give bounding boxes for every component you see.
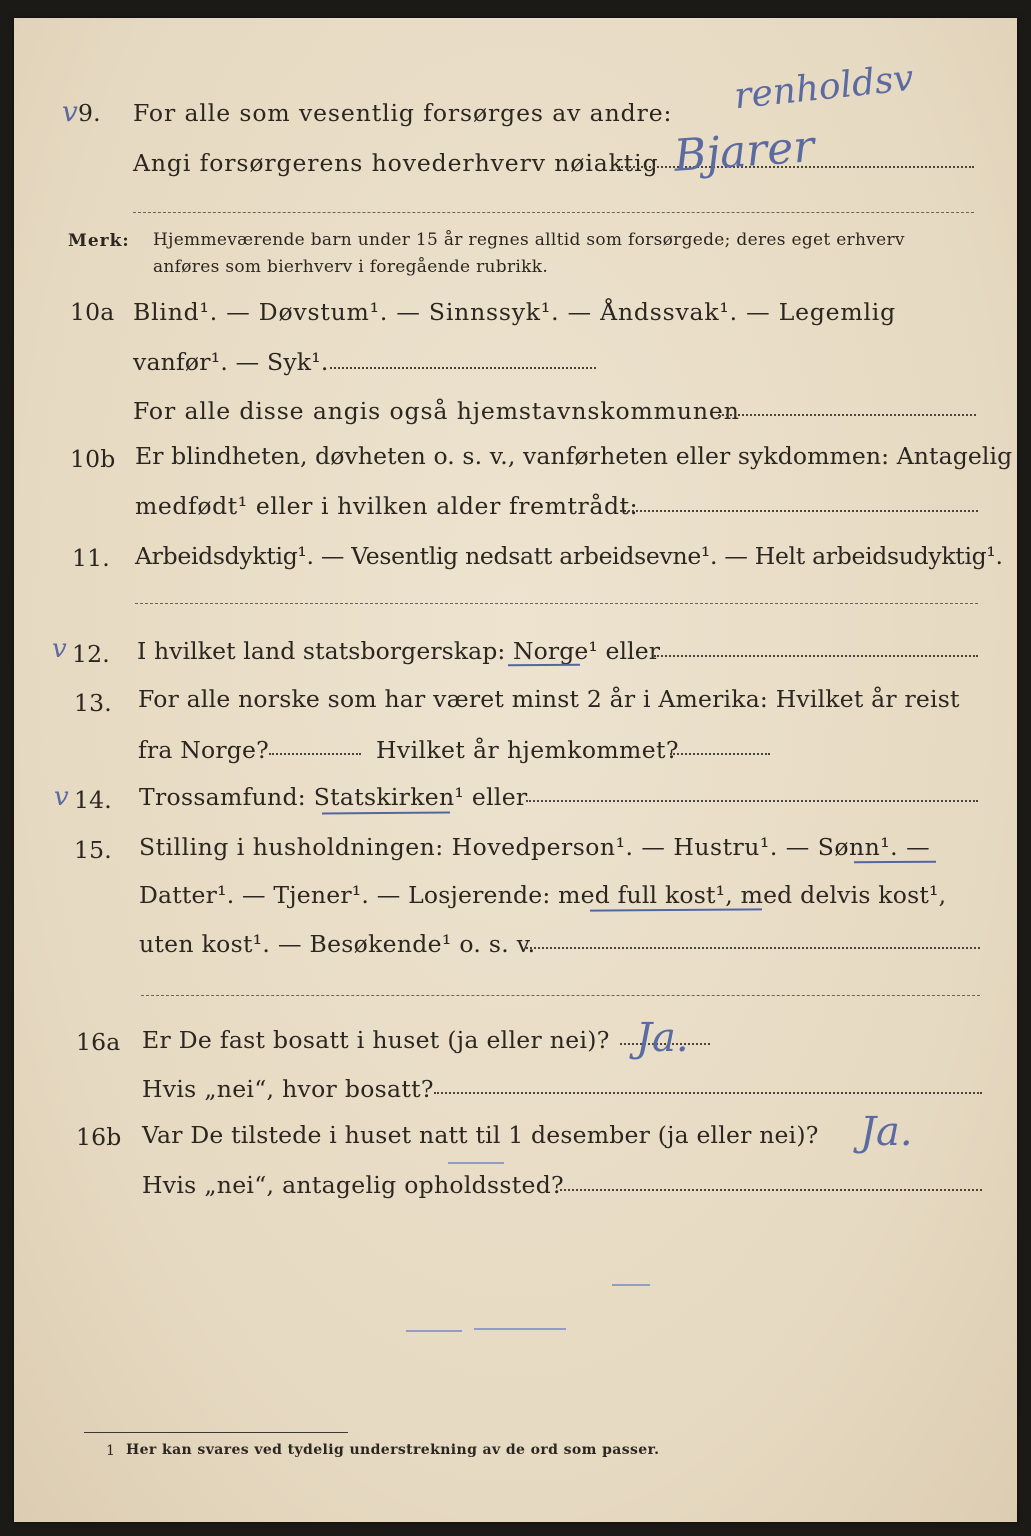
checkmark-14: v [54, 782, 69, 812]
q10a-line1: Blind¹. — Døvstum¹. — Sinnssyk¹. — Åndssvak¹. — Legemlig [133, 298, 896, 326]
q9-extra-line [133, 212, 974, 213]
q9-line1: For alle som vesentlig forsørges av andre: [133, 99, 673, 127]
q15-extra-line [141, 995, 980, 996]
q15-line3: uten kost¹. — Besøkende¹ o. s. v. [139, 930, 536, 958]
q13-line2a: fra Norge? [138, 736, 269, 764]
q10a-answer-line [330, 367, 596, 369]
q10b-line1: Er blindheten, døvheten o. s. v., vanførheten eller sykdommen: Antagelig [135, 442, 1013, 470]
q16b-whereabouts-line [560, 1189, 982, 1191]
q14-answer-line [526, 800, 978, 802]
q9-line2: Angi forsørgerens hovederhverv nøiaktig [133, 149, 659, 177]
q15-answer-line [526, 947, 980, 949]
q13-departure-year-line [269, 753, 361, 755]
q15-full-kost-underline [590, 908, 762, 911]
q11-number: 11. [72, 544, 110, 572]
q10a-line3: For alle disse angis også hjemstavnskommunen [133, 397, 740, 425]
q12-norge-underline [508, 664, 580, 667]
merk-line2: anføres som bierhverv i foregående rubrikk. [153, 257, 549, 277]
q14-number: 14. [74, 786, 112, 814]
q11-extra-line [135, 603, 978, 604]
q16b-handwritten-answer: Ja. [860, 1109, 913, 1155]
q12-answer-line [654, 655, 978, 657]
q16a-line1: Er De fast bosatt i huset (ja eller nei)? [142, 1026, 610, 1054]
q15-line2: Datter¹. — Tjener¹. — Losjerende: med full kost¹, med delvis kost¹, [139, 881, 947, 909]
merk-label: Merk: [68, 231, 130, 251]
footnote-number: 1 [106, 1443, 116, 1459]
q10a-line2: vanfør¹. — Syk¹. [133, 348, 329, 376]
q16a-number: 16a [76, 1028, 121, 1056]
checkmark-9: v [62, 95, 78, 128]
q16b-pen-mark [448, 1162, 504, 1164]
q9-handwritten-answer: Bjarer [672, 121, 816, 182]
q13-line1: For alle norske som har været minst 2 år i Amerika: Hvilket år reist [138, 685, 960, 713]
q16b-line1: Var De tilstede i huset natt til 1 desember (ja eller nei)? [142, 1121, 819, 1149]
q15-sonn-underline [854, 861, 936, 864]
q16a-handwritten-answer: Ja. [636, 1015, 689, 1061]
q16b-number: 16b [76, 1123, 122, 1151]
q12-line1: I hvilket land statsborgerskap: Norge¹ eller [137, 637, 661, 665]
census-form-page [14, 18, 1017, 1522]
q10a-hometown-line [718, 414, 976, 416]
pen-mark [612, 1284, 650, 1286]
q14-statskirken-underline [322, 812, 450, 815]
q10b-line2: medfødt¹ eller i hvilken alder fremtrådt: [135, 492, 639, 520]
q15-number: 15. [74, 836, 112, 864]
q10a-number: 10a [70, 298, 115, 326]
footnote-text: Her kan svares ved tydelig understrekning av de ord som passer. [126, 1442, 660, 1458]
q16a-line2: Hvis „nei“, hvor bosatt? [142, 1075, 434, 1103]
q13-return-year-line [670, 753, 770, 755]
q10b-number: 10b [70, 445, 116, 473]
q9-handwritten-occupation: renholdsv [732, 57, 916, 118]
q16a-residence-line [434, 1092, 982, 1094]
q9-number: 9. [78, 99, 101, 127]
footnote-rule [84, 1432, 348, 1433]
checkmark-12: v [52, 634, 67, 664]
q14-line1: Trossamfund: Statskirken¹ eller [139, 783, 528, 811]
q13-line2b: Hvilket år hjemkommet? [376, 736, 679, 764]
pen-mark [406, 1330, 462, 1332]
pen-mark [474, 1328, 566, 1330]
q10b-answer-line [620, 510, 978, 512]
merk-line1: Hjemmeværende barn under 15 år regnes alltid som forsørgede; deres eget erhverv [153, 230, 905, 250]
q12-number: 12. [72, 640, 110, 668]
q13-number: 13. [74, 689, 112, 717]
q11-line1: Arbeidsdyktig¹. — Vesentlig nedsatt arbeidsevne¹. — Helt arbeidsudyktig¹. [135, 542, 1003, 570]
q15-line1: Stilling i husholdningen: Hovedperson¹. — Hustru¹. — Sønn¹. — [139, 833, 931, 861]
q16b-line2: Hvis „nei“, antagelig opholdssted? [142, 1171, 564, 1199]
